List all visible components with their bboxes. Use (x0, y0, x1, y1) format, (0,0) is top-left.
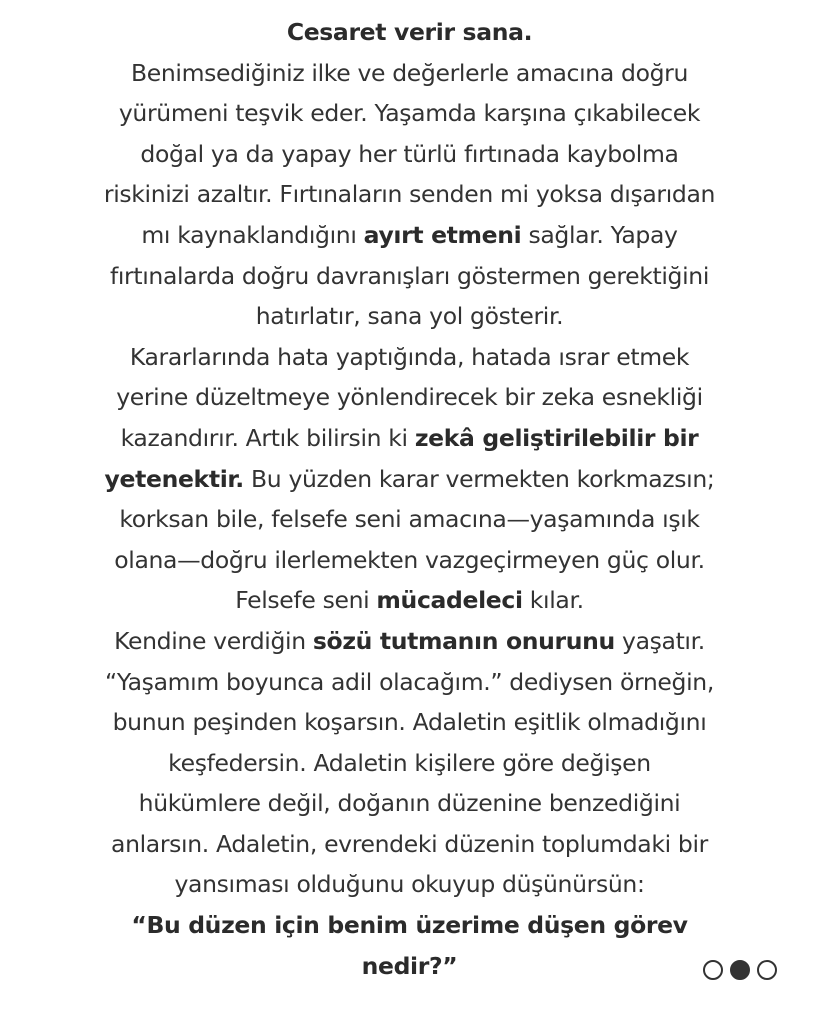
text-line (0, 905, 819, 946)
text-line (0, 621, 819, 662)
body-text: “Yaşamım boyunca adil olacağım.” dediysen örneğin, (105, 667, 714, 696)
text-line (0, 824, 819, 865)
text-line (0, 256, 819, 297)
body-text: Bu yüzden karar vermekten korkmazsın; (243, 464, 715, 493)
text-line (0, 377, 819, 418)
body-text: Felsefe seni (235, 586, 377, 615)
text-line (0, 783, 819, 824)
body-text: korksan bile, felsefe seni amacına—yaşamında ışık (119, 505, 700, 534)
text-line (0, 499, 819, 540)
bold-text: ayırt etmeni (363, 220, 522, 249)
bold-text: Cesaret verir sana. (286, 18, 533, 46)
body-text: yaşatır. (614, 626, 705, 655)
body-text: riskinizi azaltır. Fırtınaların senden mi yoksa dışarıdan (103, 180, 716, 209)
body-text: keşfedersin. Adaletin kişilere göre değişen (168, 748, 651, 777)
body-text: yansıması olduğunu okuyup düşünürsün: (174, 870, 645, 899)
text-line (0, 93, 819, 134)
text-line (0, 743, 819, 784)
page-indicator (703, 960, 777, 980)
page-dot[interactable] (730, 960, 750, 980)
text-line (0, 296, 819, 337)
body-text: mı kaynaklandığını (141, 220, 364, 249)
text-line (0, 864, 819, 905)
body-text: olana—doğru ilerlemekten vazgeçirmeyen güç olur. (114, 545, 705, 574)
body-text: Kararlarında hata yaptığında, hatada ısrar etmek (129, 342, 690, 371)
text-line (0, 702, 819, 743)
bold-text: nedir?” (361, 951, 458, 980)
body-text: kazandırır. Artık bilirsin ki (120, 423, 415, 452)
body-text: doğal ya da yapay her türlü fırtınada kaybolma (140, 139, 679, 168)
text-line (0, 580, 819, 621)
body-text: yerine düzeltmeye yönlendirecek bir zeka esnekliği (116, 383, 703, 412)
body-text: hatırlatır, sana yol gösterir. (255, 302, 564, 331)
bold-text: yetenektir. (104, 464, 244, 493)
text-line (0, 174, 819, 215)
text-line (0, 946, 819, 987)
body-text: kılar. (522, 586, 584, 615)
bold-text: sözü tutmanın onurunu (312, 626, 615, 655)
bold-text: zekâ geliştirilebilir bir (414, 423, 699, 452)
bold-text: “Bu düzen için benim üzerime düşen görev (131, 911, 688, 940)
text-line (0, 12, 819, 53)
text-line (0, 459, 819, 500)
text-page (0, 12, 819, 986)
body-text: yürümeni teşvik eder. Yaşamda karşına çıkabilecek (118, 99, 701, 128)
text-line (0, 215, 819, 256)
text-line (0, 662, 819, 703)
body-text: bunun peşinden koşarsın. Adaletin eşitlik olmadığını (112, 708, 707, 737)
page-dot[interactable] (757, 960, 777, 980)
text-line (0, 134, 819, 175)
body-text: sağlar. Yapay (521, 220, 678, 249)
text-line (0, 337, 819, 378)
body-text: hükümlere değil, doğanın düzenine benzediğini (138, 789, 681, 818)
body-text: Kendine verdiğin (114, 626, 313, 655)
body-text: fırtınalarda doğru davranışları göstermen gerektiğini (109, 261, 710, 290)
page-dot[interactable] (703, 960, 723, 980)
text-line (0, 418, 819, 459)
body-text: Benimsediğiniz ilke ve değerlerle amacına doğru (130, 58, 689, 87)
bold-text: mücadeleci (376, 586, 523, 615)
text-line (0, 53, 819, 94)
body-text: anlarsın. Adaletin, evrendeki düzenin toplumdaki bir (111, 829, 708, 858)
text-line (0, 540, 819, 581)
